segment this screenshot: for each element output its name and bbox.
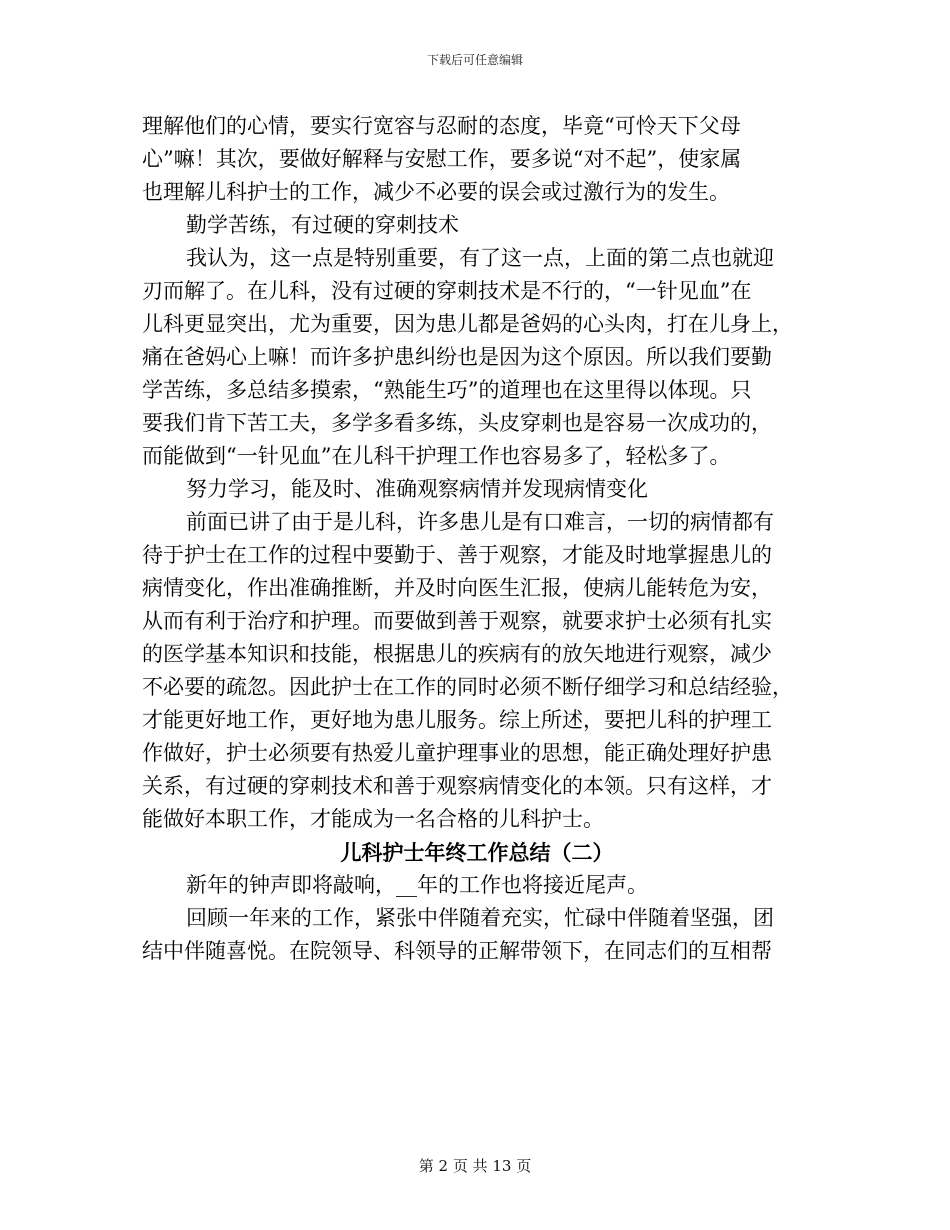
subheading: 勤学苦练，有过硬的穿刺技术 [186,213,459,237]
body-line: 的医学基本知识和技能，根据患儿的疾病有的放矢地进行观察，减少 [142,642,772,666]
body-line: 病情变化，作出准确推断，并及时向医生汇报，使病儿能转危为安， [142,576,772,600]
body-line: 我认为，这一点是特别重要，有了这一点，上面的第二点也就迎 [186,246,774,270]
body-line: 心”嘛！其次，要做好解释与安慰工作，要多说“对不起”，使家属 [142,147,742,171]
body-line: 痛在爸妈心上嘛！而许多护患纠纷也是因为这个原因。所以我们要勤 [142,345,772,369]
body-line: 回顾一年来的工作，紧张中伴随着充实，忙碌中伴随着坚强，团 [186,906,774,930]
body-line: 从而有利于治疗和护理。而要做到善于观察，就要求护士必须有扎实 [142,609,772,633]
body-line: 待于护士在工作的过程中要勤于、善于观察，才能及时地掌握患儿的 [142,543,772,567]
body-line: 要我们肯下苦工夫，多学多看多练，头皮穿刺也是容易一次成功的， [142,411,772,435]
body-line: 新年的钟声即将敲响，__年的工作也将接近尾声。 [186,873,648,897]
body-line: 关系，有过硬的穿刺技术和善于观察病情变化的本领。只有这样，才 [142,774,772,798]
body-line: 理解他们的心情，要实行宽容与忍耐的态度，毕竟“可怜天下父母 [142,114,741,138]
body-line: 结中伴随喜悦。在院领导、科领导的正解带领下，在同志们的互相帮 [142,939,772,963]
body-line: 也理解儿科护士的工作，减少不必要的误会或过激行为的发生。 [142,180,730,204]
body-line: 刃而解了。在儿科，没有过硬的穿刺技术是不行的，“一针见血”在 [142,279,752,303]
page-footer: 第 2 页 共 13 页 [418,1157,532,1175]
body-line: 前面已讲了由于是儿科，许多患儿是有口难言，一切的病情都有 [186,510,774,534]
body-line: 而能做到“一针见血”在儿科干护理工作也容易多了，轻松多了。 [142,444,731,468]
body-line: 不必要的疏忽。因此护士在工作的同时必须不断仔细学习和总结经验， [142,675,793,699]
body-line: 才能更好地工作，更好地为患儿服务。综上所述，要把儿科的护理工 [142,708,772,732]
subheading: 努力学习，能及时、准确观察病情并发现病情变化 [186,477,648,501]
body-line: 学苦练，多总结多摸索，“熟能生巧”的道理也在这里得以体现。只 [142,378,752,402]
body-line: 能做好本职工作，才能成为一名合格的儿科护士。 [142,807,604,831]
section-title: 儿科护士年终工作总结（二） [340,840,614,865]
body-line: 作做好，护士必须要有热爱儿童护理事业的思想，能正确处理好护患 [142,741,772,765]
body-line: 儿科更显突出，尤为重要，因为患儿都是爸妈的心头肉，打在儿身上， [142,312,793,336]
document-body [142,110,812,968]
page-header: 下载后可任意编辑 [426,53,523,67]
